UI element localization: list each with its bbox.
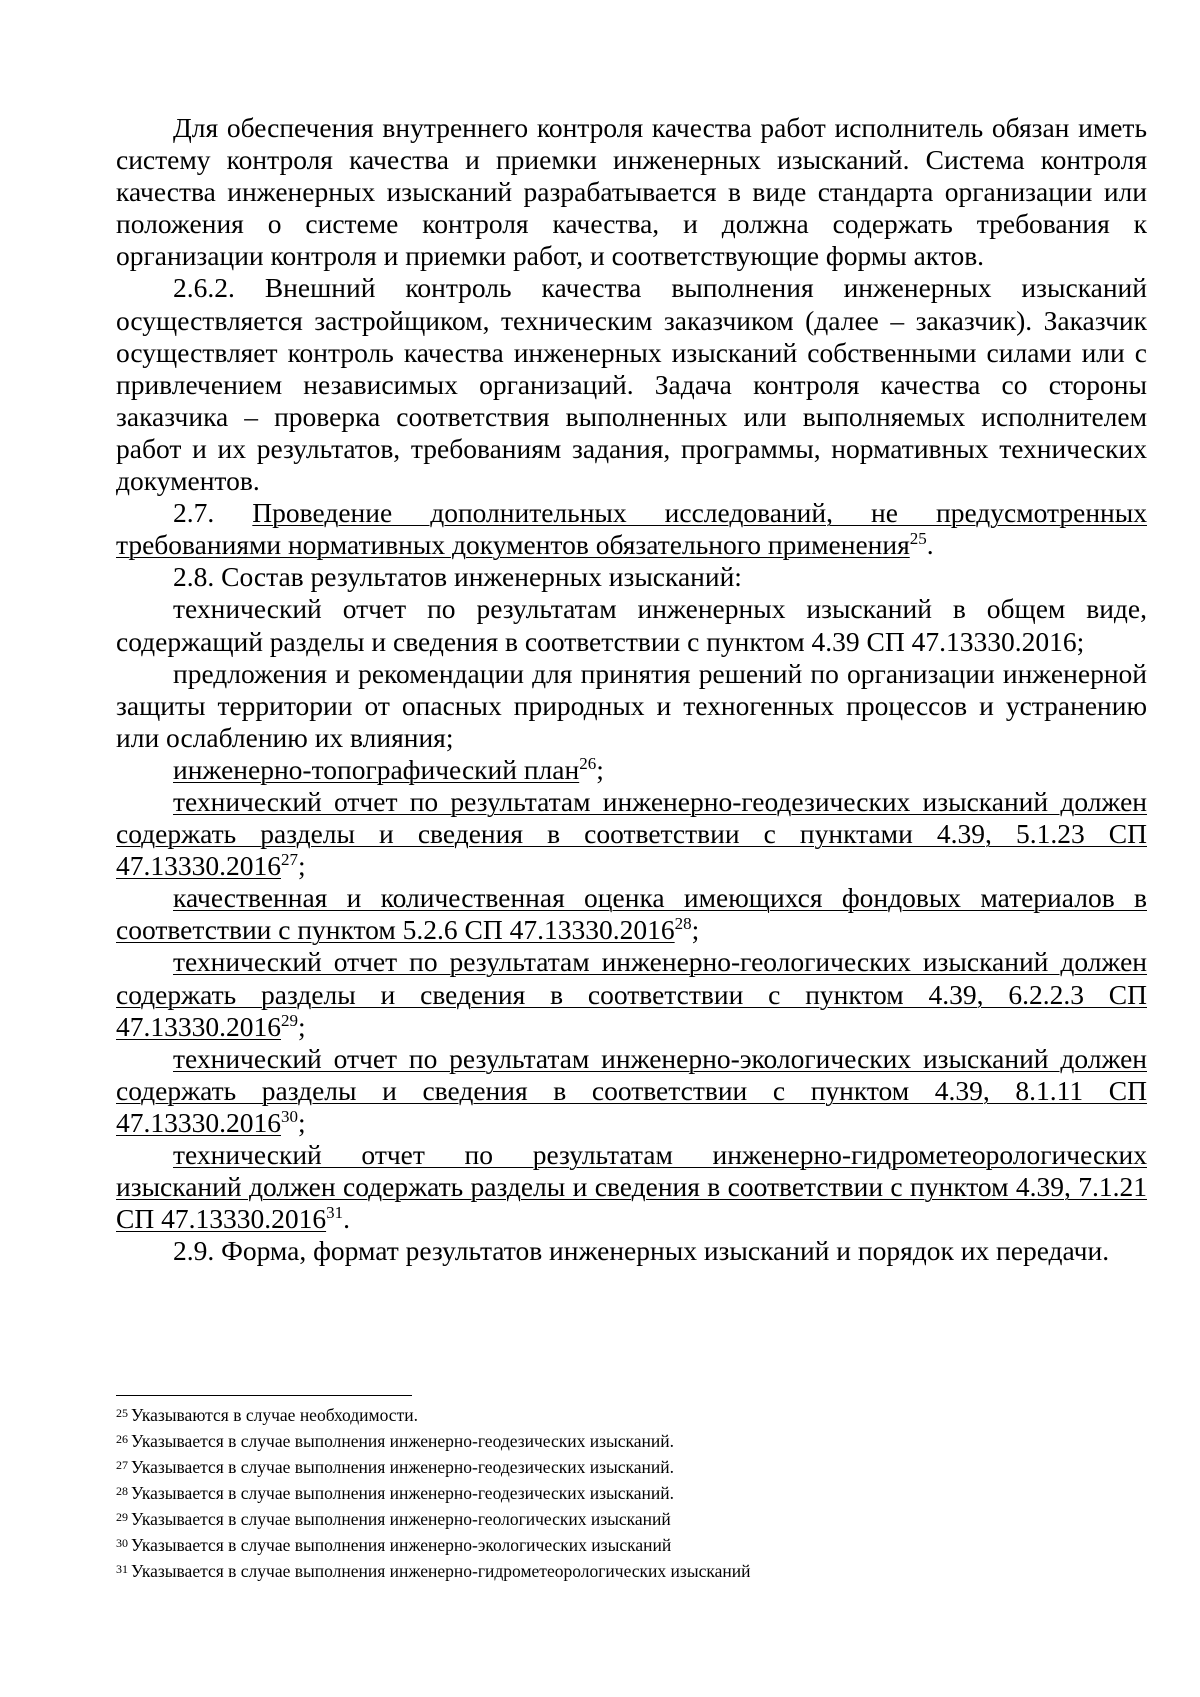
footnote-number: 28: [116, 1484, 128, 1498]
footnote-number: 25: [116, 1406, 128, 1420]
underlined-text: технический отчет по результатам инженерно-геодезических изысканий должен содержать разделы и сведения в соответствии с пунктами 4.39, 5.1.23 СП 47.13330.2016: [116, 785, 1147, 882]
footnote-text: Указывается в случае выполнения инженерно-геодезических изысканий.: [131, 1483, 675, 1503]
footnote-number: 26: [116, 1432, 128, 1446]
footnote-26: [116, 1428, 1147, 1454]
list-item-hydrometeorological-report: [116, 1139, 1147, 1235]
list-item-ecological-report: [116, 1043, 1147, 1139]
punctuation: ;: [298, 1010, 306, 1042]
footnote-text: Указывается в случае выполнения инженерно-геологических изысканий: [131, 1509, 671, 1529]
list-item-geodetic-report: [116, 786, 1147, 882]
footnote-25: [116, 1402, 1147, 1428]
footnote-number: 29: [116, 1510, 128, 1524]
paragraph-2-6-2: 2.6.2. Внешний контроль качества выполнения инженерных изысканий осуществляется застройщиком, техническим заказчиком (далее – заказчик). Заказчик осуществляет контроль качества инженерных изысканий собственными силами или с привлечением независимых организаций. Задача контроля качества со стороны заказчика – проверка соответствия выполненных или выполняемых исполнителем работ и их результатов, требованиям задания, программы, нормативных технических документов.: [116, 272, 1147, 497]
punctuation: ;: [298, 850, 306, 882]
footnote-text: Указывается в случае выполнения инженерно-экологических изысканий: [131, 1535, 672, 1555]
footnote-number: 27: [116, 1458, 128, 1472]
underlined-text: технический отчет по результатам инженерно-геологических изысканий должен содержать разделы и сведения в соответствии с пунктом 4.39, 6.2.2.3 СП 47.13330.2016: [116, 946, 1147, 1042]
footnote-31: [116, 1558, 1147, 1584]
paragraph-internal-control: Для обеспечения внутреннего контроля качества работ исполнитель обязан иметь систему контроля качества и приемки инженерных изысканий. Система контроля качества инженерных изысканий разрабатывается в виде стандарта организации или положения о системе контроля качества, и должна содержать требования к организации контроля и приемки работ, и соответствующие формы актов.: [116, 112, 1147, 272]
punctuation: ;: [298, 1106, 306, 1138]
list-item-technical-report: технический отчет по результатам инженерных изысканий в общем виде, содержащий разделы и сведения в соответствии с пунктом 4.39 СП 47.13330.2016;: [116, 593, 1147, 657]
footnote-29: [116, 1506, 1147, 1532]
footnote-ref: 26: [579, 753, 597, 773]
list-item-geological-report: [116, 946, 1147, 1042]
punctuation: .: [343, 1203, 350, 1235]
underlined-text: качественная и количественная оценка имеющихся фондовых материалов в соответствии с пунктом 5.2.6 СП 47.13330.2016: [116, 882, 1147, 946]
footnotes: [116, 1402, 1147, 1584]
document-body: [116, 112, 1147, 1267]
footnote-ref: 27: [281, 850, 298, 869]
list-item-fund-materials: [116, 882, 1147, 946]
list-item-proposals: предложения и рекомендации для принятия решений по организации инженерной защиты территории от опасных природных и техногенных процессов и устранению или ослаблению их влияния;: [116, 657, 1147, 753]
underlined-text: технический отчет по результатам инженерно-гидрометеорологических изысканий должен содержать разделы и сведения в соответствии с пунктом 4.39, 7.1.21 СП 47.13330.2016: [116, 1139, 1147, 1235]
footnote-ref: 28: [674, 914, 692, 934]
footnote-ref: 25: [909, 529, 927, 549]
paragraph-2-9: 2.9. Форма, формат результатов инженерных изысканий и порядок их передачи.: [173, 1235, 1110, 1267]
footnote-28: [116, 1480, 1147, 1506]
paragraph-2-7: [116, 497, 1147, 561]
clause-number: 2.7.: [173, 497, 253, 529]
punctuation: ;: [691, 914, 700, 946]
footnote-ref: 31: [326, 1203, 344, 1223]
underlined-text: инженерно-топографический план: [173, 753, 580, 785]
footnote-text: Указывается в случае выполнения инженерно-гидрометеорологических изысканий: [131, 1561, 751, 1581]
punctuation: ;: [596, 753, 604, 785]
underlined-text: Проведение дополнительных исследований, не предусмотренных требованиями нормативных документов обязательного применения: [116, 497, 1147, 561]
footnote-30: [116, 1532, 1147, 1558]
underlined-text: технический отчет по результатам инженерно-экологических изысканий должен содержать разделы и сведения в соответствии с пунктом 4.39, 8.1.11 СП 47.13330.2016: [116, 1042, 1147, 1138]
footnote-number: 31: [116, 1562, 128, 1576]
footnote-text: Указывается в случае выполнения инженерно-геодезических изысканий.: [131, 1457, 675, 1477]
punctuation: .: [926, 529, 934, 561]
footnote-text: Указываются в случае необходимости.: [131, 1405, 418, 1425]
footnote-number: 30: [116, 1536, 128, 1550]
footnote-text: Указывается в случае выполнения инженерно-геодезических изысканий.: [131, 1431, 675, 1451]
paragraph-2-8: 2.8. Состав результатов инженерных изысканий:: [173, 561, 742, 593]
footnote-ref: 30: [281, 1106, 298, 1126]
list-item-topographic-plan: [116, 754, 1147, 786]
footnote-27: [116, 1454, 1147, 1480]
footnote-ref: 29: [281, 1010, 298, 1030]
footnote-separator: [116, 1395, 412, 1396]
